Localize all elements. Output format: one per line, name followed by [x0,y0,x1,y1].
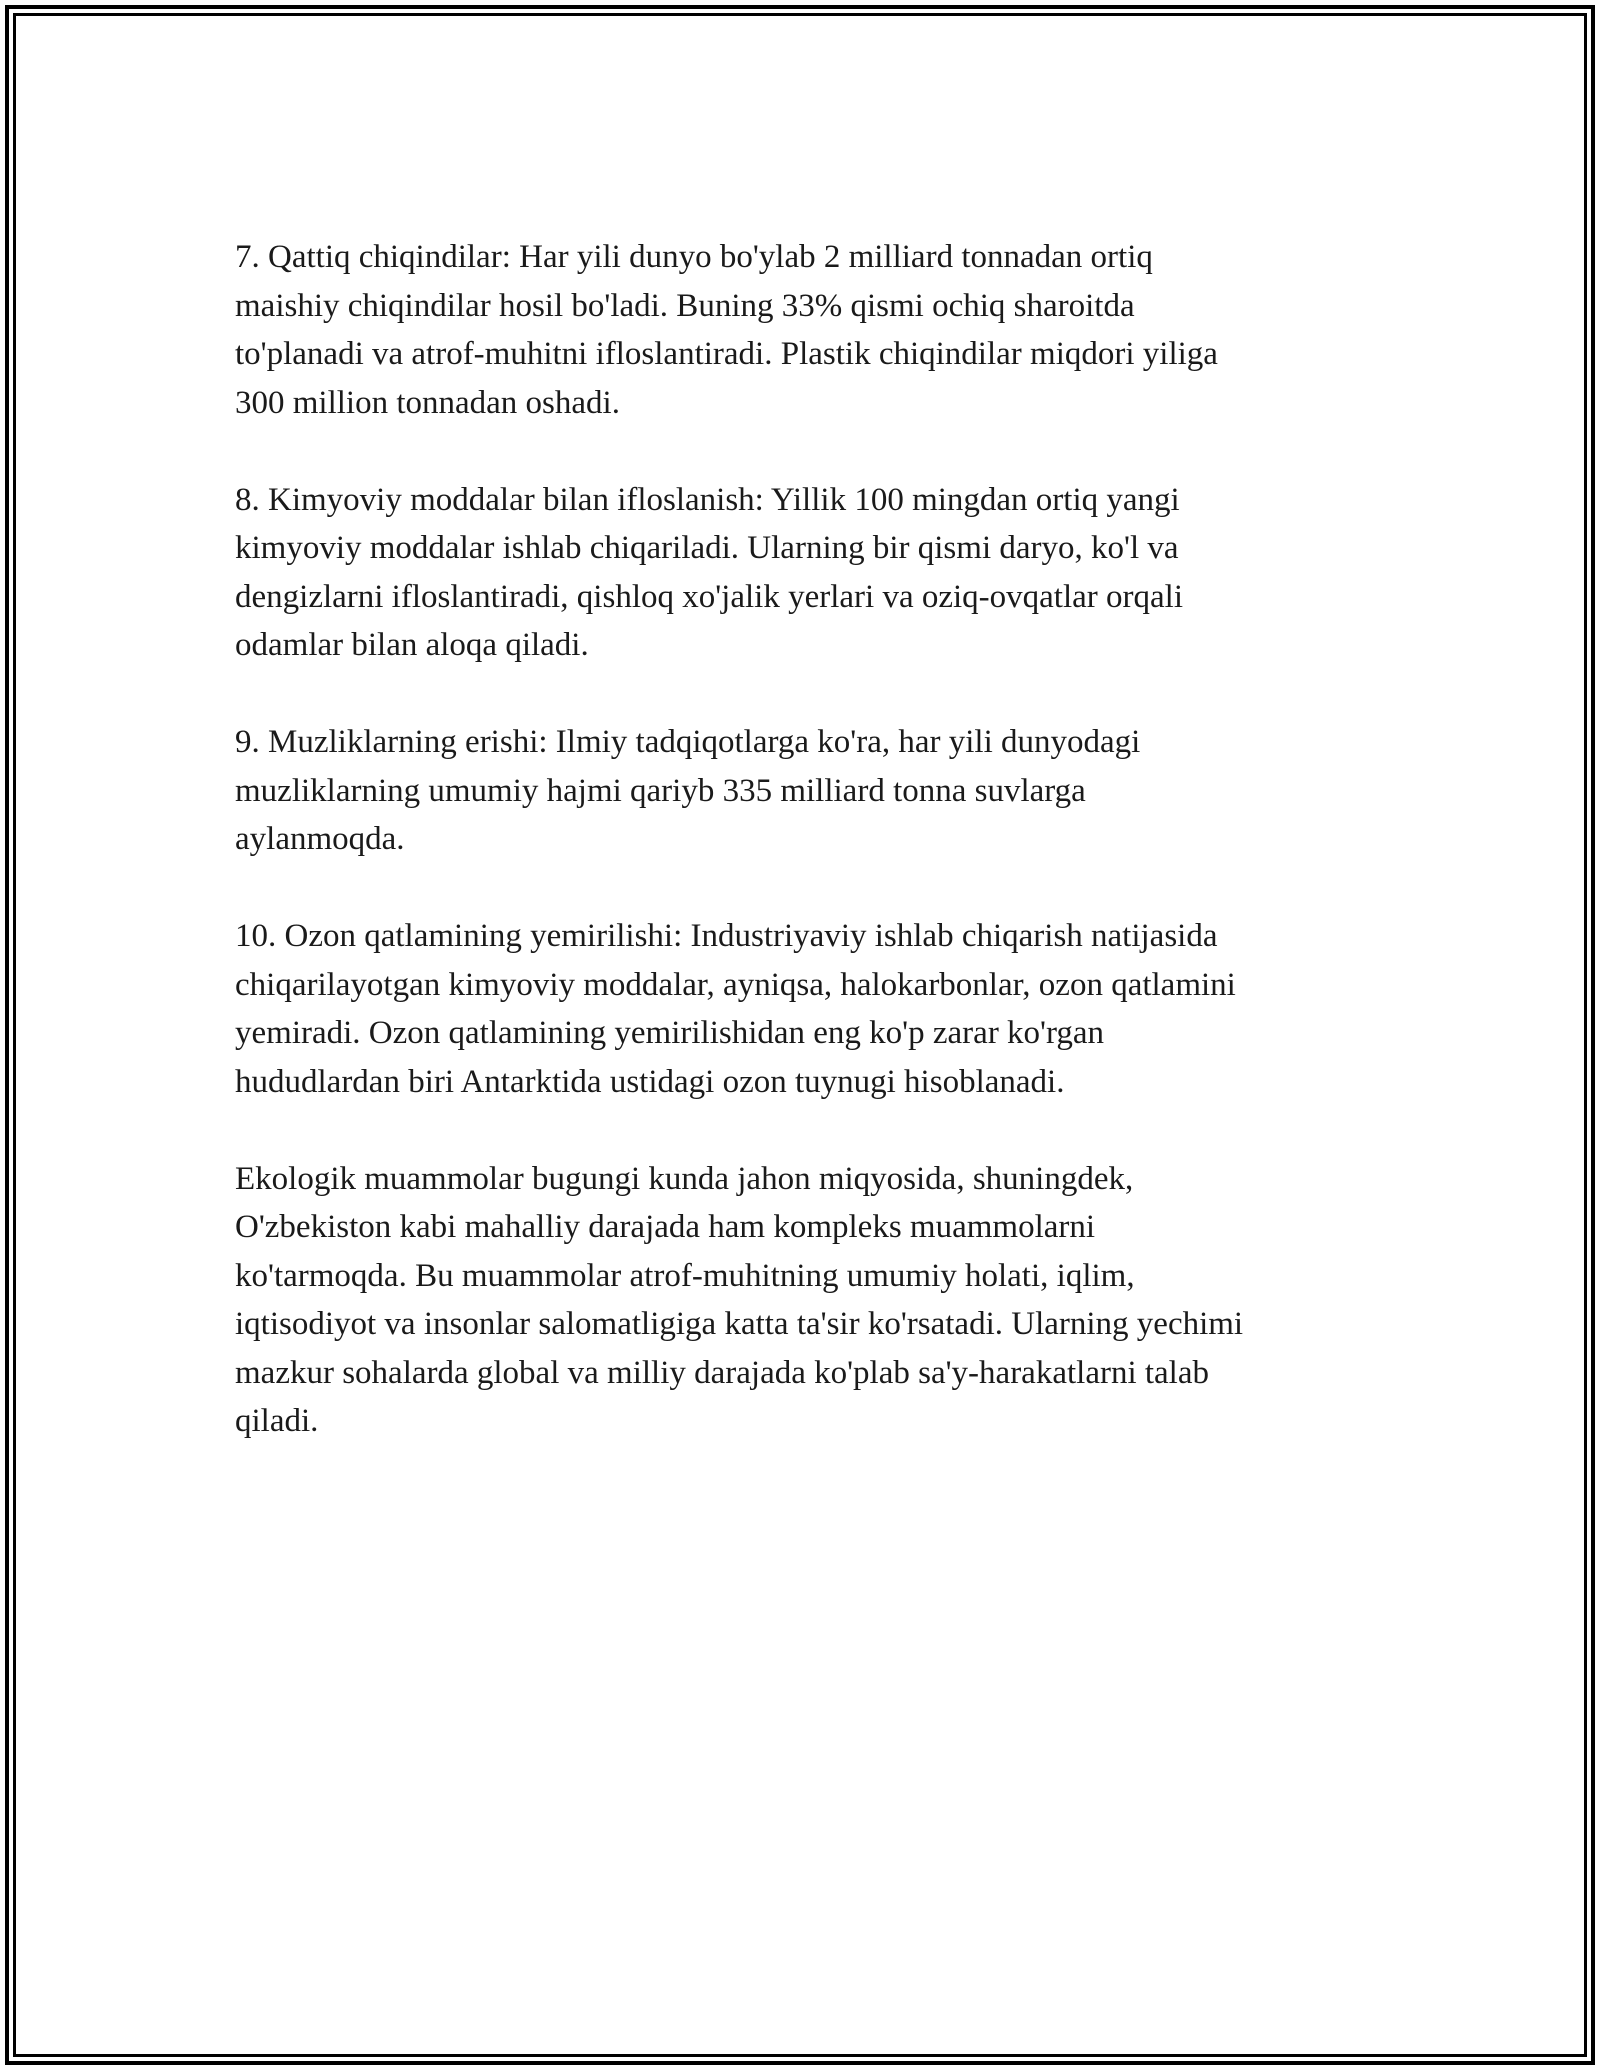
text-line: hududlardan biri Antarktida ustidagi ozon tuynugi hisoblanadi. [235,1063,1065,1100]
paragraph-chemical-pollution [235,476,1385,670]
text-line: yemiradi. Ozon qatlamining yemirilishidan eng ko'p zarar ko'rgan [235,1015,1105,1051]
text-line: to'planadi va atrof-muhitni ifloslantiradi. Plastik chiqindilar miqdori yiliga [235,336,1218,372]
paragraph-solid-waste [235,233,1385,427]
text-line: O'zbekiston kabi mahalliy darajada ham kompleks muammolarni [235,1209,1096,1245]
text-line: 7. Qattiq chiqindilar: Har yili dunyo bo'ylab 2 milliard tonnadan ortiq [235,239,1153,275]
text-line: maishiy chiqindilar hosil bo'ladi. Buning 33% qismi ochiq sharoitda [235,287,1135,324]
text-line: ko'tarmoqda. Bu muammolar atrof-muhitning umumiy holati, iqlim, [235,1257,1135,1294]
text-line: 300 million tonnadan oshadi. [235,384,620,421]
text-line: 8. Kimyoviy moddalar bilan ifloslanish: Yillik 100 mingdan ortiq yangi [235,481,1180,518]
text-line: chiqarilayotgan kimyoviy moddalar, ayniqsa, halokarbonlar, ozon qatlamini [235,966,1236,1003]
text-line: muzliklarning umumiy hajmi qariyb 335 milliard tonna suvlarga [235,772,1086,809]
text-line: aylanmoqda. [235,821,405,857]
paragraph-conclusion [235,1155,1385,1446]
text-line: Ekologik muammolar bugungi kunda jahon miqyosida, shuningdek, [235,1160,1134,1197]
text-line: iqtisodiyot va insonlar salomatligiga katta ta'sir ko'rsatadi. Ularning yechimi [235,1306,1244,1342]
text-line: 10. Ozon qatlamining yemirilishi: Industriyaviy ishlab chiqarish natijasida [235,918,1218,954]
text-line: dengizlarni ifloslantiradi, qishloq xo'jalik yerlari va oziq-ovqatlar orqali [235,578,1183,615]
text-line: 9. Muzliklarning erishi: Ilmiy tadqiqotlarga ko'ra, har yili dunyodagi [235,724,1141,760]
text-line: qiladi. [235,1403,319,1439]
text-line: odamlar bilan aloqa qiladi. [235,627,589,663]
text-line: mazkur sohalarda global va milliy darajada ko'plab sa'y-harakatlarni talab [235,1354,1209,1391]
document-body [235,233,1385,1494]
paragraph-glacier-melting [235,718,1385,864]
text-line: kimyoviy moddalar ishlab chiqariladi. Ularning bir qismi daryo, ko'l va [235,530,1179,566]
paragraph-ozone-depletion [235,912,1385,1106]
